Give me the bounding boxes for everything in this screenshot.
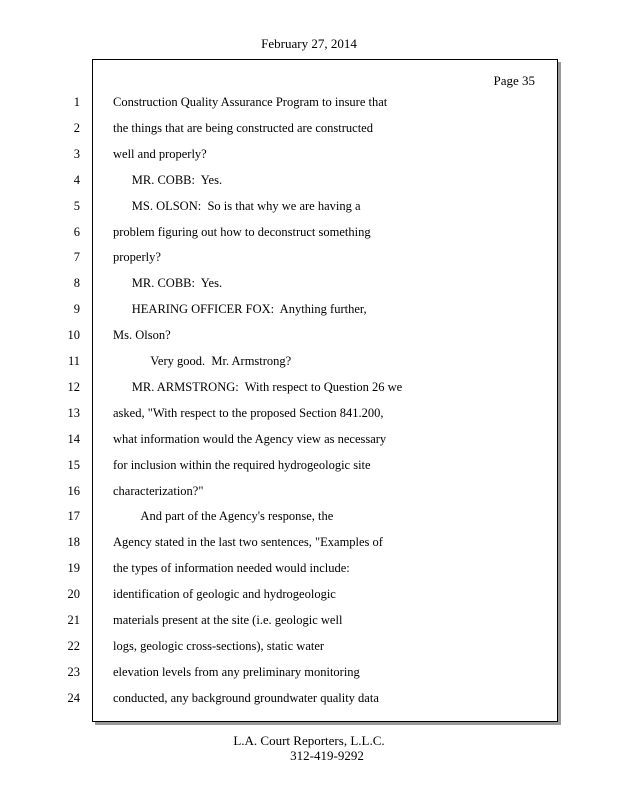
transcript-line-text: Agency stated in the last two sentences, "Examples of xyxy=(113,535,383,549)
footer-firm: L.A. Court Reporters, L.L.C. xyxy=(233,733,385,748)
transcript-line-text: Construction Quality Assurance Program to insure that xyxy=(113,95,388,109)
line-number: 19 xyxy=(67,561,80,575)
line-number: 6 xyxy=(73,225,80,239)
line-number: 4 xyxy=(73,173,80,187)
footer xyxy=(0,733,618,763)
transcript-line-text: materials present at the site (i.e. geologic well xyxy=(113,613,343,627)
line-number: 16 xyxy=(67,484,80,498)
transcript-line-text: well and properly? xyxy=(113,147,207,161)
line-number: 5 xyxy=(73,199,80,213)
transcript-line-text: the things that are being constructed are constructed xyxy=(113,121,373,135)
line-number: 10 xyxy=(67,328,80,342)
line-number: 18 xyxy=(67,535,80,549)
line-number: 3 xyxy=(73,147,80,161)
line-number: 20 xyxy=(67,587,80,601)
transcript-line-text: identification of geologic and hydrogeologic xyxy=(113,587,336,601)
line-number: 7 xyxy=(73,250,80,264)
transcript-line-text: for inclusion within the required hydrogeologic site xyxy=(113,458,371,472)
transcript-line-text: properly? xyxy=(113,250,161,264)
line-number: 17 xyxy=(67,509,80,523)
transcript-line-text: MR. COBB: Yes. xyxy=(113,173,223,187)
page-number: Page 35 xyxy=(493,73,535,88)
footer-phone: 312-419-9292 xyxy=(290,748,364,763)
line-number: 14 xyxy=(67,432,80,446)
line-number: 15 xyxy=(67,458,80,472)
line-number: 11 xyxy=(67,354,80,368)
transcript-line-text: HEARING OFFICER FOX: Anything further, xyxy=(113,302,367,316)
line-number: 1 xyxy=(73,95,80,109)
line-number: 9 xyxy=(73,302,80,316)
transcript-line-text: what information would the Agency view as necessary xyxy=(113,432,387,446)
transcript-line-text: Very good. Mr. Armstrong? xyxy=(113,354,292,368)
transcript-line-text: MR. COBB: Yes. xyxy=(113,276,223,290)
line-number: 13 xyxy=(67,406,80,420)
transcript-line-text: problem figuring out how to deconstruct something xyxy=(113,225,371,239)
transcript-line-text: MR. ARMSTRONG: With respect to Question 26 we xyxy=(113,380,403,394)
line-number: 23 xyxy=(67,665,80,679)
transcript-line-text: characterization?" xyxy=(113,484,204,498)
header-date: February 27, 2014 xyxy=(261,36,357,51)
transcript-line-text: Ms. Olson? xyxy=(113,328,171,342)
line-number: 21 xyxy=(67,613,80,627)
line-number: 12 xyxy=(67,380,80,394)
line-number: 8 xyxy=(73,276,80,290)
transcript-line-text: elevation levels from any preliminary monitoring xyxy=(113,665,360,679)
transcript-line-text: asked, "With respect to the proposed Section 841.200, xyxy=(113,406,384,420)
transcript-line-text: And part of the Agency's response, the xyxy=(113,509,334,523)
transcript-line-text: the types of information needed would include: xyxy=(113,561,350,575)
transcript-line-text: MS. OLSON: So is that why we are having a xyxy=(113,199,361,213)
transcript-line-text: conducted, any background groundwater quality data xyxy=(113,691,379,705)
line-number: 24 xyxy=(67,691,80,705)
line-number: 2 xyxy=(73,121,80,135)
line-number: 22 xyxy=(67,639,80,653)
transcript-line-text: logs, geologic cross-sections), static water xyxy=(113,639,325,653)
